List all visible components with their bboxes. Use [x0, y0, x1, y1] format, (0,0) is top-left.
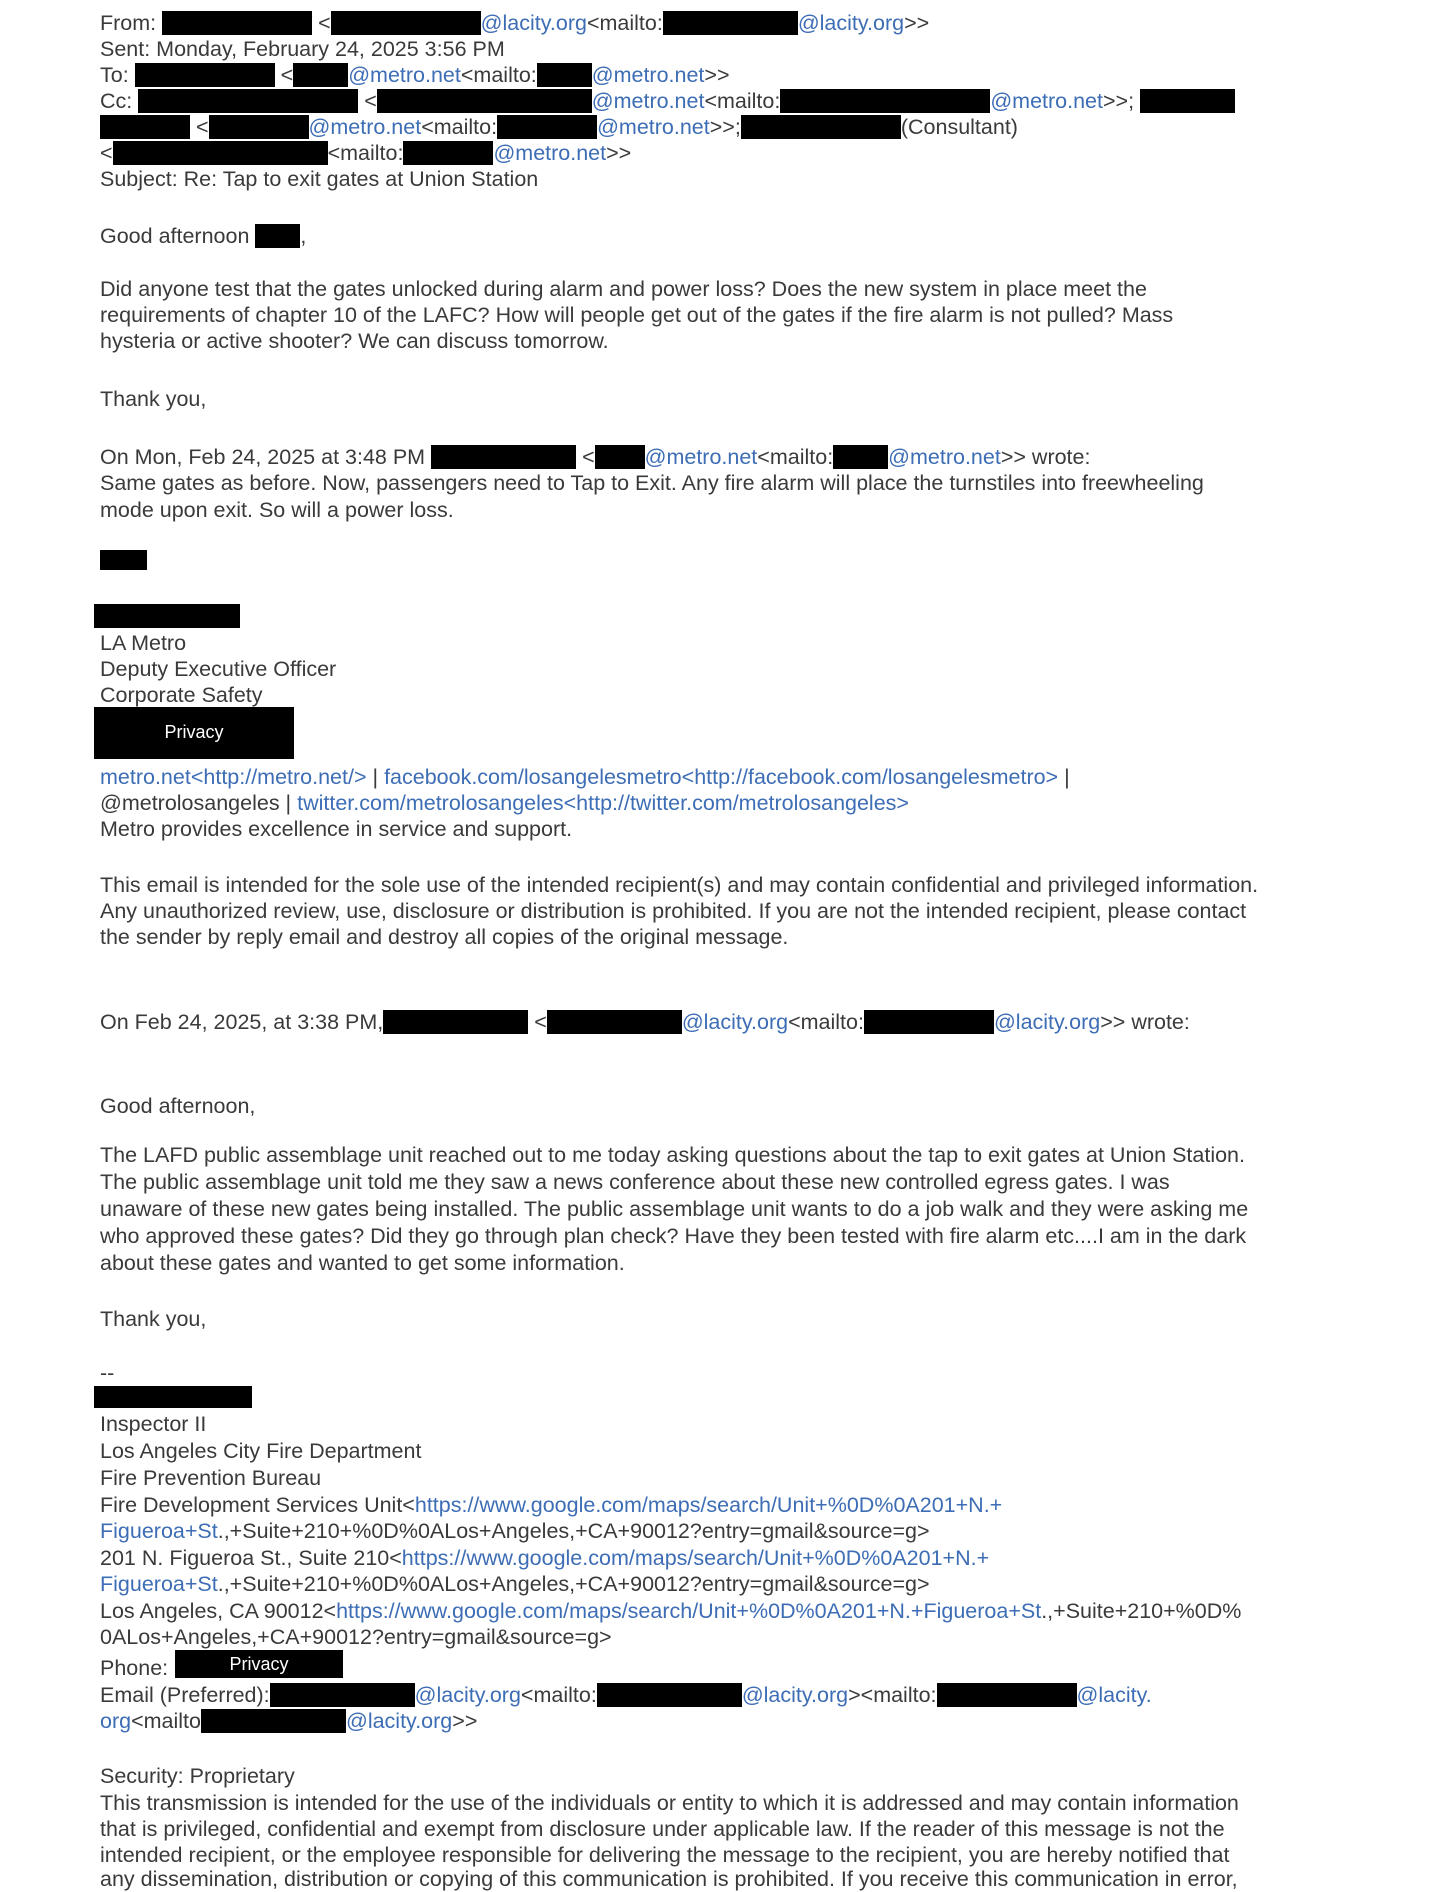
email-line-2: org<mailto @lacity.org>> [100, 1709, 478, 1733]
lafd-sig-title: Inspector II [100, 1412, 207, 1436]
lafd-on-line: On Feb 24, 2025, at 3:38 PM, < @lacity.org<mailto: @lacity.org>> wrote: [100, 1010, 1190, 1034]
from-label: From: [100, 11, 157, 35]
redaction [94, 604, 240, 628]
metro-links-line: metro.net<http://metro.net/> | facebook.com/losangelesmetro<http://facebook.com/losangelesmetro> | [100, 765, 1070, 789]
redaction [864, 1010, 994, 1034]
phone-label: Phone: [100, 1656, 169, 1680]
reply-greeting: Good afternoon , [100, 224, 307, 248]
email-link[interactable]: @metro.net [597, 115, 710, 139]
lafd-city: Los Angeles, CA 90012<https://www.google.com/maps/search/Unit+%0D%0A201+N.+Figueroa+St.,+Suite+210+%0D% [100, 1599, 1242, 1623]
reply-para-line: Did anyone test that the gates unlocked during alarm and power loss? Does the new system in place meet the [100, 277, 1147, 301]
cc-line-2: < @metro.net<mailto: @metro.net>>; (Consultant) [100, 114, 1018, 140]
map-url-tail: 0ALos+Angeles,+CA+90012?entry=gmail&source=g> [100, 1625, 612, 1649]
redaction [293, 63, 348, 87]
redaction [113, 141, 328, 165]
redaction [741, 115, 901, 139]
redaction [403, 141, 493, 165]
twitter-url[interactable]: <http://twitter.com/metrolosangeles> [563, 791, 909, 815]
privacy-redaction: Privacy [94, 707, 294, 759]
email-link[interactable]: @lacity. [1076, 1683, 1152, 1707]
email-link[interactable]: @metro.net [644, 445, 758, 469]
lafd-greeting: Good afternoon, [100, 1094, 256, 1118]
email-link[interactable]: @metro.net [348, 63, 461, 87]
redaction [270, 1683, 415, 1707]
map-url-line: Figueroa+St.,+Suite+210+%0D%0ALos+Angeles,+CA+90012?entry=gmail&source=g> [100, 1519, 930, 1543]
redaction [597, 1683, 742, 1707]
email-line: Email (Preferred): @lacity.org<mailto: @lacity.org><mailto: @lacity. [100, 1683, 1152, 1707]
redaction [537, 63, 592, 87]
lafd-body-line: who approved these gates? Did they go through plan check? Have they been tested with fire alarm etc....I am in the dark [100, 1224, 1247, 1248]
redaction [833, 445, 888, 469]
metro-sig-org: LA Metro [100, 631, 187, 655]
sent-line: Sent: Monday, February 24, 2025 3:56 PM [100, 37, 505, 61]
redaction [431, 445, 576, 469]
reply-thanks: Thank you, [100, 387, 207, 411]
from-line: From: < @lacity.org<mailto: @lacity.org>> [100, 11, 930, 35]
reply-para-line: requirements of chapter 10 of the LAFC? How will people get out of the gates if the fire alarm is not pulled? Mass [100, 303, 1174, 327]
lafd-thanks: Thank you, [100, 1307, 207, 1331]
metro-sig-dept: Corporate Safety [100, 683, 263, 707]
redaction [255, 224, 300, 248]
cc-line-1: Cc: < @metro.net<mailto: @metro.net>>; [100, 88, 1235, 114]
redaction [497, 115, 597, 139]
facebook-link[interactable]: facebook.com/losangelesmetro [384, 765, 682, 789]
metro-on-line: On Mon, Feb 24, 2025 at 3:48 PM < @metro.net<mailto: @metro.net>> wrote: [100, 445, 1091, 469]
lafd-address: 201 N. Figueroa St., Suite 210<https://www.google.com/maps/search/Unit+%0D%0A201+N.+ [100, 1546, 990, 1570]
email-link[interactable]: @metro.net [493, 141, 607, 165]
lafd-sig-dept: Los Angeles City Fire Department [100, 1439, 422, 1463]
notice-line: that is privileged, confidential and exempt from disclosure under applicable law. If the reader of this message is not the [100, 1817, 1225, 1841]
redaction [209, 115, 309, 139]
redaction [331, 11, 481, 35]
redaction [138, 89, 358, 113]
lafd-sig-unit: Fire Development Services Unit<https://www.google.com/maps/search/Unit+%0D%0A201+N.+ [100, 1493, 1003, 1517]
lafd-sig-dash: -- [100, 1361, 115, 1385]
redaction [383, 1010, 528, 1034]
metro-disclaimer-line: This email is intended for the sole use of the intended recipient(s) and may contain confidential and privileged information. [100, 873, 1259, 897]
email-link[interactable]: @metro.net [591, 89, 705, 113]
metro-sig-title: Deputy Executive Officer [100, 657, 337, 681]
metro-body-line: Same gates as before. Now, passengers need to Tap to Exit. Any fire alarm will place the turnstiles into freewheeling [100, 471, 1204, 495]
redaction [547, 1010, 682, 1034]
notice-line: intended recipient, or the employee responsible for delivering the message to the recipient, you are hereby notified that [100, 1843, 1230, 1867]
email-link[interactable]: @lacity.org [797, 11, 905, 35]
metro-twitter-line: @metrolosangeles | twitter.com/metrolosangeles<http://twitter.com/metrolosangeles> [100, 791, 909, 815]
map-link[interactable]: https://www.google.com/maps/search/Unit+%0D%0A201+N.+ [414, 1493, 1003, 1517]
email-link[interactable]: @lacity.org [741, 1683, 849, 1707]
redaction [780, 89, 990, 113]
email-link[interactable]: @metro.net [591, 63, 705, 87]
email-link[interactable]: @metro.net [990, 89, 1103, 113]
metro-disclaimer-line: the sender by reply email and destroy all copies of the original message. [100, 925, 789, 949]
privacy-redaction: Privacy [175, 1650, 343, 1678]
redaction [201, 1709, 346, 1733]
subject-line: Subject: Re: Tap to exit gates at Union Station [100, 167, 539, 191]
lafd-body-line: The public assemblage unit told me they saw a news conference about these new controlled egress gates. I was [100, 1170, 1170, 1194]
cc-line-3: < <mailto: @metro.net>> [100, 141, 632, 165]
notice-line: This transmission is intended for the use of the individuals or entity to which it is addressed and may contain information [100, 1791, 1239, 1815]
redaction [94, 1386, 252, 1408]
map-url-line: Figueroa+St.,+Suite+210+%0D%0ALos+Angeles,+CA+90012?entry=gmail&source=g> [100, 1572, 930, 1596]
email-link[interactable]: @metro.net [308, 115, 422, 139]
redaction [135, 63, 275, 87]
map-link[interactable]: Figueroa+St [100, 1572, 218, 1596]
redaction [937, 1683, 1077, 1707]
redaction [595, 445, 645, 469]
email-link[interactable]: @lacity.org [993, 1010, 1101, 1034]
map-link[interactable]: https://www.google.com/maps/search/Unit+%0D%0A201+N.+ [401, 1546, 990, 1570]
redaction [663, 11, 798, 35]
email-link[interactable]: @lacity.org [681, 1010, 789, 1034]
metro-disclaimer-line: Any unauthorized review, use, disclosure or distribution is prohibited. If you are not the intended recipient, please contact [100, 899, 1247, 923]
reply-para-line: hysteria or active shooter? We can discuss tomorrow. [100, 329, 609, 353]
redaction [377, 89, 592, 113]
to-line: To: < @metro.net<mailto: @metro.net>> [100, 63, 730, 87]
security-label: Security: Proprietary [100, 1764, 295, 1788]
email-link[interactable]: org [100, 1709, 132, 1733]
map-link[interactable]: https://www.google.com/maps/search/Unit+%0D%0A201+N.+Figueroa+St [336, 1599, 1042, 1623]
facebook-url[interactable]: <http://facebook.com/losangelesmetro> [681, 765, 1059, 789]
twitter-link[interactable]: twitter.com/metrolosangeles [297, 791, 564, 815]
redaction [162, 11, 312, 35]
metro-url[interactable]: <http://metro.net/> [190, 765, 367, 789]
notice-line: any dissemination, distribution or copying of this communication is prohibited. If you receive this communication in error, [100, 1867, 1238, 1891]
email-link[interactable]: @metro.net [888, 445, 1001, 469]
email-link[interactable]: @lacity.org [346, 1709, 453, 1733]
redaction [100, 550, 147, 570]
map-link[interactable]: Figueroa+St [100, 1519, 218, 1543]
lafd-body-line: The LAFD public assemblage unit reached out to me today asking questions about the tap to exit gates at Union Station. [100, 1143, 1245, 1167]
metro-tagline: Metro provides excellence in service and support. [100, 817, 573, 841]
lafd-sig-bureau: Fire Prevention Bureau [100, 1466, 322, 1490]
metro-body-line: mode upon exit. So will a power loss. [100, 498, 454, 522]
email-link[interactable]: @lacity.org [414, 1683, 521, 1707]
redaction [1140, 89, 1235, 113]
metro-link[interactable]: metro.net [100, 765, 191, 789]
lafd-body-line: about these gates and wanted to get some information. [100, 1251, 625, 1275]
lafd-body-line: unaware of these new gates being installed. The public assemblage unit wants to do a job walk and they were asking me [100, 1197, 1249, 1221]
email-link[interactable]: @lacity.org [480, 11, 587, 35]
redaction [100, 115, 190, 139]
